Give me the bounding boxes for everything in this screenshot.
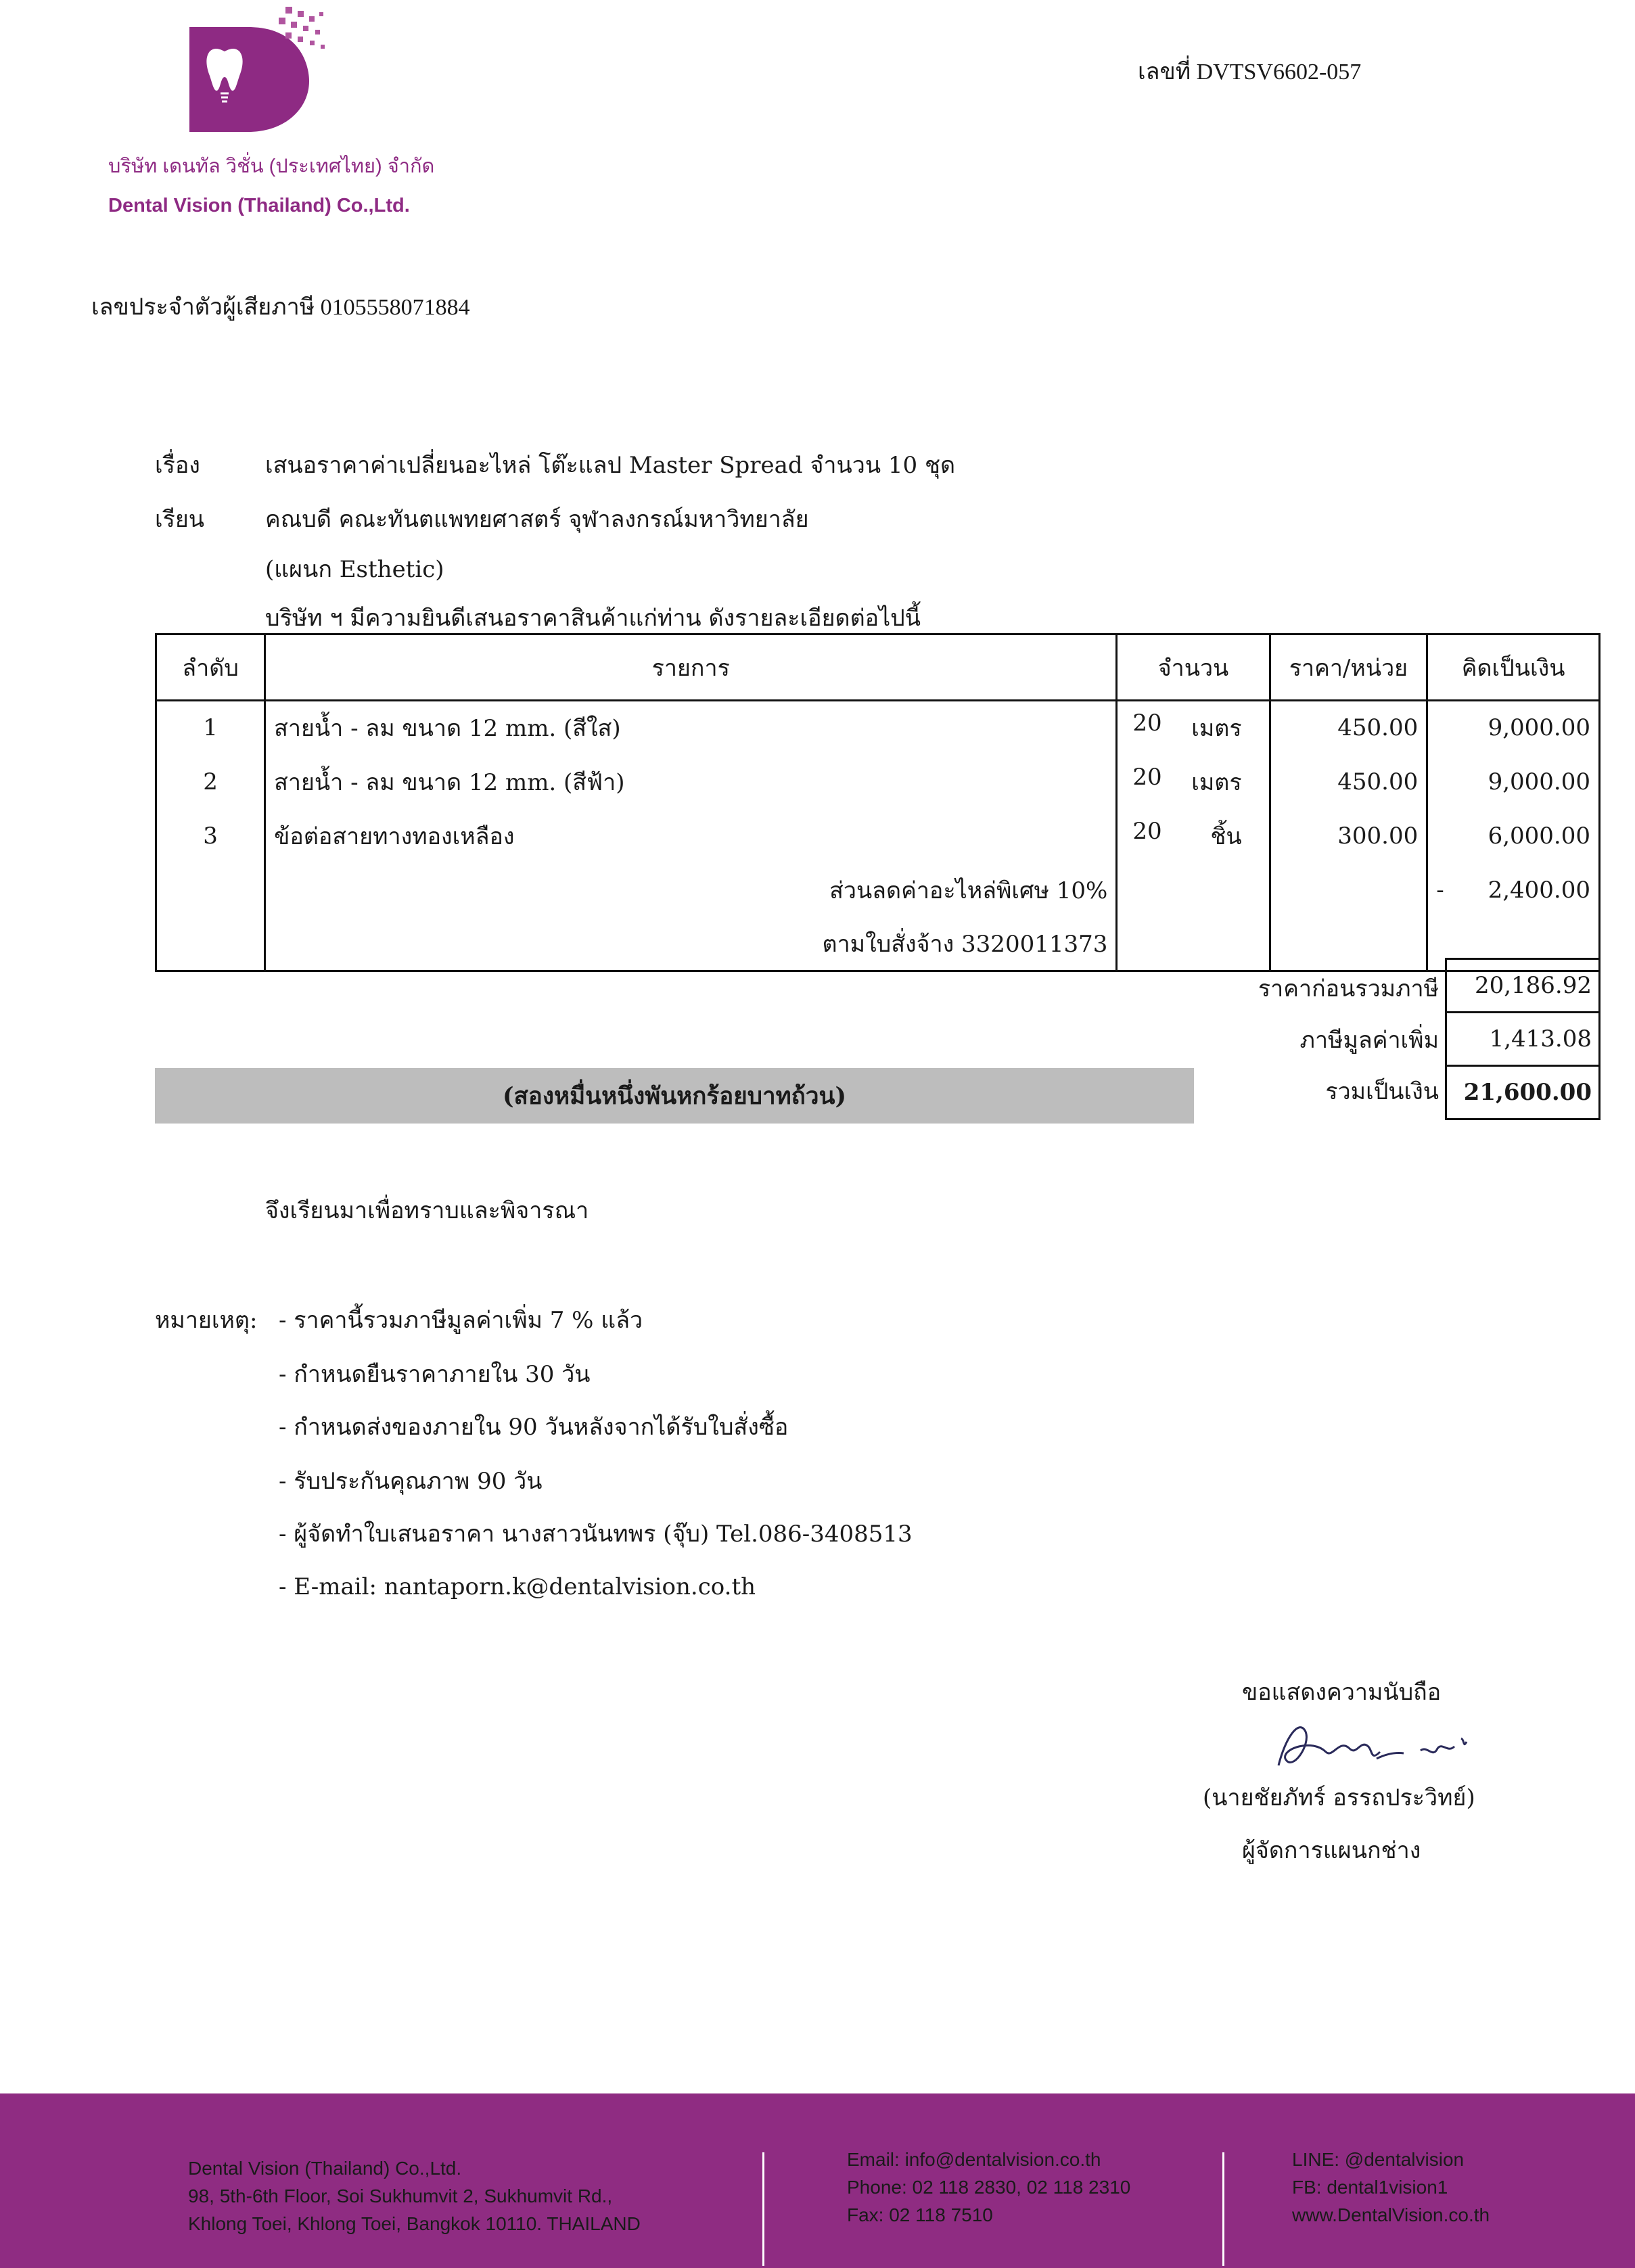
company-name-en: Dental Vision (Thailand) Co.,Ltd. — [108, 195, 410, 216]
document-number: เลขที่ DVTSV6602-057 — [1138, 60, 1362, 85]
row-no: 1 — [156, 701, 265, 755]
closing-text: จึงเรียนมาเพื่อทราบและพิจารณา — [265, 1197, 589, 1224]
footer-facebook: FB: dental1vision1 — [1292, 2177, 1448, 2198]
col-header-no: ลำดับ — [156, 634, 265, 701]
po-label: ตามใบสั่งจ้าง 3320011373 — [265, 917, 1117, 971]
row-qty: 20 — [1132, 763, 1162, 791]
vat-label: ภาษีมูลค่าเพิ่ม — [1299, 1027, 1439, 1054]
col-header-price: ราคา/หน่วย — [1270, 634, 1427, 701]
signer-name: (นายชัยภัทร์ อรรถประวิทย์) — [1203, 1784, 1475, 1811]
col-header-amount: คิดเป็นเงิน — [1427, 634, 1600, 701]
table-header-row — [156, 634, 1600, 701]
footer-phone: Phone: 02 118 2830, 02 118 2310 — [847, 2177, 1131, 2198]
discount-row — [156, 863, 1600, 917]
total-label: รวมเป็นเงิน — [1325, 1078, 1439, 1105]
company-logo — [184, 7, 326, 135]
regards-text: ขอแสดงความนับถือ — [1242, 1679, 1442, 1706]
footer-fax: Fax: 02 118 7510 — [847, 2204, 993, 2225]
row-price: 300.00 — [1270, 809, 1427, 863]
footer-address — [188, 2154, 641, 2238]
row-no: 3 — [156, 809, 265, 863]
row-unit: ชิ้น — [1210, 823, 1242, 850]
row-qty-cell — [1117, 701, 1270, 755]
intro-text: บริษัท ฯ มีความยินดีเสนอราคาสินค้าแก่ท่าน ดังรายละเอียดต่อไปนี้ — [265, 605, 921, 632]
row-amount: 9,000.00 — [1427, 755, 1600, 809]
footer-contact — [847, 2146, 1130, 2229]
po-row — [156, 917, 1600, 971]
row-qty: 20 — [1132, 817, 1162, 845]
footer-address-line: Khlong Toei, Khlong Toei, Bangkok 10110. THAILAND — [188, 2213, 641, 2234]
note-item: - กำหนดยืนราคาภายใน 30 วัน — [279, 1361, 591, 1388]
subject-label: เรื่อง — [155, 452, 200, 479]
discount-label: ส่วนลดค่าอะไหล่พิเศษ 10% — [265, 863, 1117, 917]
row-no: 2 — [156, 755, 265, 809]
table-row — [156, 701, 1600, 755]
department-text: (แผนก Esthetic) — [265, 556, 444, 583]
footer-divider — [762, 2152, 764, 2266]
footer-email[interactable]: Email: info@dentalvision.co.th — [847, 2149, 1101, 2170]
row-qty-cell — [1117, 809, 1270, 863]
row-amount: 9,000.00 — [1427, 701, 1600, 755]
footer-website[interactable]: www.DentalVision.co.th — [1292, 2204, 1490, 2225]
row-desc: สายน้ำ - ลม ขนาด 12 mm. (สีใส) — [265, 701, 1117, 755]
recipient-label: เรียน — [155, 506, 205, 533]
discount-amount: - 2,400.00 — [1427, 863, 1600, 917]
signature-image — [1258, 1711, 1515, 1786]
row-unit: เมตร — [1191, 768, 1242, 796]
note-item: - E-mail: nantaporn.k@dentalvision.co.th — [279, 1573, 756, 1600]
footer-address-line: Dental Vision (Thailand) Co.,Ltd. — [188, 2158, 462, 2179]
row-price: 450.00 — [1270, 755, 1427, 809]
note-item: - รับประกันคุณภาพ 90 วัน — [279, 1468, 543, 1495]
row-price: 450.00 — [1270, 701, 1427, 755]
row-qty-cell — [1117, 755, 1270, 809]
col-header-qty: จำนวน — [1117, 634, 1270, 701]
totals-table — [1445, 958, 1601, 1120]
tooth-icon — [203, 46, 246, 107]
table-row — [156, 755, 1600, 809]
note-item: - กำหนดส่งของภายใน 90 วันหลังจากได้รับใบสั่งซื้อ — [279, 1414, 789, 1441]
vat-value: 1,413.08 — [1446, 1013, 1600, 1066]
table-row — [156, 809, 1600, 863]
subject-text: เสนอราคาค่าเปลี่ยนอะไหล่ โต๊ะแลป Master Spread จำนวน 10 ชุด — [265, 452, 956, 479]
signer-title: ผู้จัดการแผนกช่าง — [1242, 1837, 1421, 1864]
footer-social — [1292, 2146, 1490, 2229]
notes-label: หมายเหตุ: — [155, 1307, 258, 1334]
total-value: 21,600.00 — [1446, 1066, 1600, 1119]
recipient-text: คณบดี คณะทันตแพทยศาสตร์ จุฬาลงกรณ์มหาวิทยาลัย — [265, 506, 809, 533]
row-unit: เมตร — [1191, 715, 1242, 743]
row-amount: 6,000.00 — [1427, 809, 1600, 863]
row-desc: สายน้ำ - ลม ขนาด 12 mm. (สีฟ้า) — [265, 755, 1117, 809]
tax-id: เลขประจำตัวผู้เสียภาษี 0105558071884 — [91, 295, 470, 320]
items-table — [155, 633, 1601, 972]
footer-address-line: 98, 5th-6th Floor, Soi Sukhumvit 2, Sukhumvit Rd., — [188, 2185, 613, 2206]
footer-line: LINE: @dentalvision — [1292, 2149, 1465, 2170]
pre-vat-value: 20,186.92 — [1446, 959, 1600, 1013]
row-qty: 20 — [1132, 710, 1162, 737]
footer-divider — [1222, 2152, 1224, 2266]
company-name-thai: บริษัท เดนทัล วิชั่น (ประเทศไทย) จำกัด — [108, 156, 435, 177]
note-item: - ราคานี้รวมภาษีมูลค่าเพิ่ม 7 % แล้ว — [279, 1307, 643, 1334]
col-header-desc: รายการ — [265, 634, 1117, 701]
amount-in-words: (สองหมื่นหนึ่งพันหกร้อยบาทถ้วน) — [155, 1068, 1194, 1124]
row-desc: ข้อต่อสายทางทองเหลือง — [265, 809, 1117, 863]
pre-vat-label: ราคาก่อนรวมภาษี — [1258, 975, 1439, 1002]
note-item: - ผู้จัดทำใบเสนอราคา นางสาวนันทพร (จุ๊บ) Tel.086-3408513 — [279, 1521, 913, 1548]
